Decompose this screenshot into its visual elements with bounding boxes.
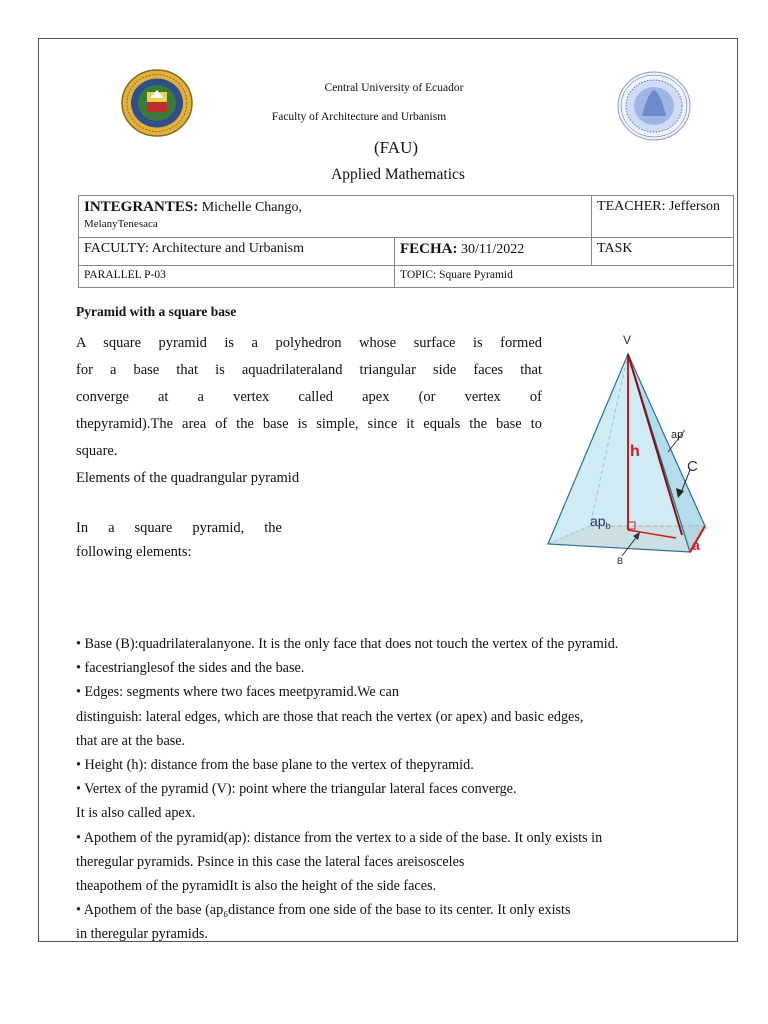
list-line: distinguish: lateral edges, which are those that reach the vertex (or apex) and basic edges,: [76, 708, 584, 725]
edge-label: C: [687, 458, 698, 475]
course-title: Applied Mathematics: [331, 166, 465, 183]
integrantes-second: MelanyTenesaca: [84, 218, 158, 230]
intro-line: square.: [76, 443, 118, 459]
fecha-value: 30/11/2022: [457, 242, 525, 257]
section-title: Pyramid with a square base: [76, 304, 237, 319]
list-line: • facestrianglesof the sides and the base.: [76, 660, 305, 677]
intro-paragraph: [76, 330, 542, 492]
list-line: that are at the base.: [76, 732, 186, 749]
list-line: in theregular pyramids.: [76, 926, 208, 943]
fau-logo: [614, 70, 694, 142]
intro-line: Elements of the quadrangular pyramid: [76, 470, 300, 486]
apothem-label: ap: [671, 429, 684, 441]
integrantes-value: Michelle Chango,: [198, 200, 303, 215]
fecha-label: FECHA:: [400, 241, 458, 257]
height-label: h: [630, 443, 640, 460]
info-table: [78, 195, 734, 288]
list-line: theregular pyramids. Psince in this case the lateral faces areisosceles: [76, 853, 465, 870]
list-line: • Height (h): distance from the base plane to the vertex of thepyramid.: [76, 757, 474, 774]
task-cell: TASK: [592, 238, 734, 266]
faculty-name: Faculty of Architecture and Urbanism: [271, 111, 447, 123]
parallel-cell: PARALLEL P-03: [79, 266, 395, 288]
side-label: a: [692, 537, 700, 553]
elements-list: [76, 632, 676, 947]
list-line: • Apothem of the base (ap₆distance from one side of the base to its center. It only exists: [76, 902, 571, 919]
base-label: B: [617, 556, 624, 566]
fau-acronym: (FAU): [373, 138, 419, 157]
vertex-label: V: [623, 333, 632, 347]
integrantes-label: INTEGRANTES:: [84, 199, 199, 215]
list-line: • Base (B):quadrilateralanyone. It is the only face that does not touch the vertex of the pyramid.: [76, 636, 619, 652]
list-line: It is also called apex.: [76, 805, 196, 822]
list-line: • Edges: segments where two faces meetpyramid.We can: [76, 684, 399, 701]
fecha-cell: [395, 238, 592, 266]
list-line: theapothem of the pyramidIt is also the height of the side faces.: [76, 878, 437, 895]
list-line: • Vertex of the pyramid (V): point where the triangular lateral faces converge.: [76, 781, 517, 798]
faculty-cell: FACULTY: Architecture and Urbanism: [79, 238, 395, 266]
intro-line: for a base that is aquadrilateraland triangular side faces that: [76, 362, 542, 378]
teacher-cell: TEACHER: Jefferson: [592, 196, 734, 238]
elements-line: In a square pyramid, the: [76, 520, 282, 536]
intro-line: converge at a vertex called apex (or vertex of: [76, 389, 542, 405]
university-name: Central University of Ecuador: [324, 82, 464, 94]
topic-cell: TOPIC: Square Pyramid: [395, 266, 734, 288]
elements-intro: [76, 516, 282, 564]
list-line: • Apothem of the pyramid(ap): distance from the vertex to a side of the base. It only exists in: [76, 829, 603, 846]
integrantes-cell: [79, 196, 592, 238]
university-seal-logo: [120, 68, 194, 138]
intro-line: thepyramid).The area of the base is simple, since it equals the base to: [76, 416, 542, 432]
pyramid-figure: [540, 330, 718, 570]
intro-line: A square pyramid is a polyhedron whose surface is formed: [76, 335, 542, 351]
base-apothem-label: $ap_b$: [590, 513, 611, 531]
elements-line: following elements:: [76, 544, 192, 560]
